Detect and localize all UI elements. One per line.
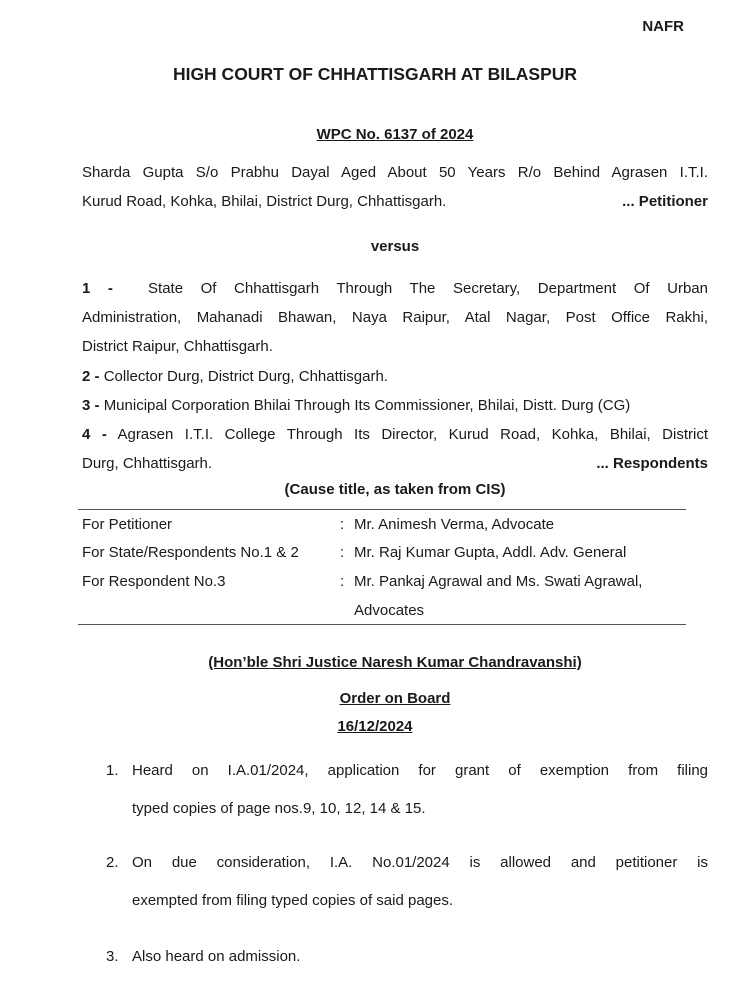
case-number: WPC No. 6137 of 2024 — [316, 126, 474, 143]
respondent-3: 3 - Municipal Corporation Bhilai Through Its Commissioner, Bhilai, Distt. Durg (CG) — [82, 397, 631, 414]
versus-label: versus — [370, 238, 420, 255]
counsel-bottom-divider — [78, 624, 686, 625]
respondent-4-line-2: Durg, Chhattisgarh. ... Respondents — [82, 449, 708, 478]
respondent-1-line-1: 1 - State Of Chhattisgarh Through The Secretary, Department Of Urban — [82, 280, 708, 297]
order-item-2: 2. On due consideration, I.A. No.01/2024 is allowed and petitioner is exempted from filing typed copies of said pages. — [106, 854, 708, 909]
counsel-row-respondent-3-cont: Advocates — [354, 602, 425, 619]
petitioner-role: ... Petitioner — [622, 193, 708, 210]
order-item-3: 3. Also heard on admission. — [106, 948, 301, 965]
respondent-2: 2 - Collector Durg, District Durg, Chhattisgarh. — [82, 368, 388, 385]
respondents-role: ... Respondents — [596, 455, 708, 472]
respondent-4-line-1: 4 - Agrasen I.T.I. College Through Its Director, Kurud Road, Kohka, Bhilai, District — [82, 426, 708, 443]
order-title: Order on Board — [339, 690, 451, 707]
counsel-row-respondent-3: For Respondent No.3 : Mr. Pankaj Agrawal and Ms. Swati Agrawal, — [82, 573, 643, 590]
petitioner-line-2: Kurud Road, Kohka, Bhilai, District Durg, Chhattisgarh. ... Petitioner — [82, 187, 708, 216]
bench-name: (Hon’ble Shri Justice Naresh Kumar Chandravanshi) — [208, 654, 582, 671]
respondent-1-line-2: Administration, Mahanadi Bhawan, Naya Raipur, Atal Nagar, Post Office Rakhi, — [82, 309, 708, 326]
respondent-1-line-3: District Raipur, Chhattisgarh. — [82, 338, 273, 355]
order-date: 16/12/2024 — [337, 718, 413, 735]
court-title: HIGH COURT OF CHHATTISGARH AT BILASPUR — [172, 64, 578, 84]
counsel-row-petitioner: For Petitioner : Mr. Animesh Verma, Advocate — [82, 516, 555, 533]
nafr-label: NAFR — [642, 18, 684, 35]
cause-title-note: (Cause title, as taken from CIS) — [284, 481, 506, 498]
petitioner-line-1: Sharda Gupta S/o Prabhu Dayal Aged About 50 Years R/o Behind Agrasen I.T.I. — [82, 164, 708, 181]
counsel-row-state: For State/Respondents No.1 & 2 : Mr. Raj Kumar Gupta, Addl. Adv. General — [82, 544, 627, 561]
order-item-1: 1. Heard on I.A.01/2024, application for grant of exemption from filing typed copies of page nos.9, 10, 12, 14 & 15. — [106, 762, 708, 817]
